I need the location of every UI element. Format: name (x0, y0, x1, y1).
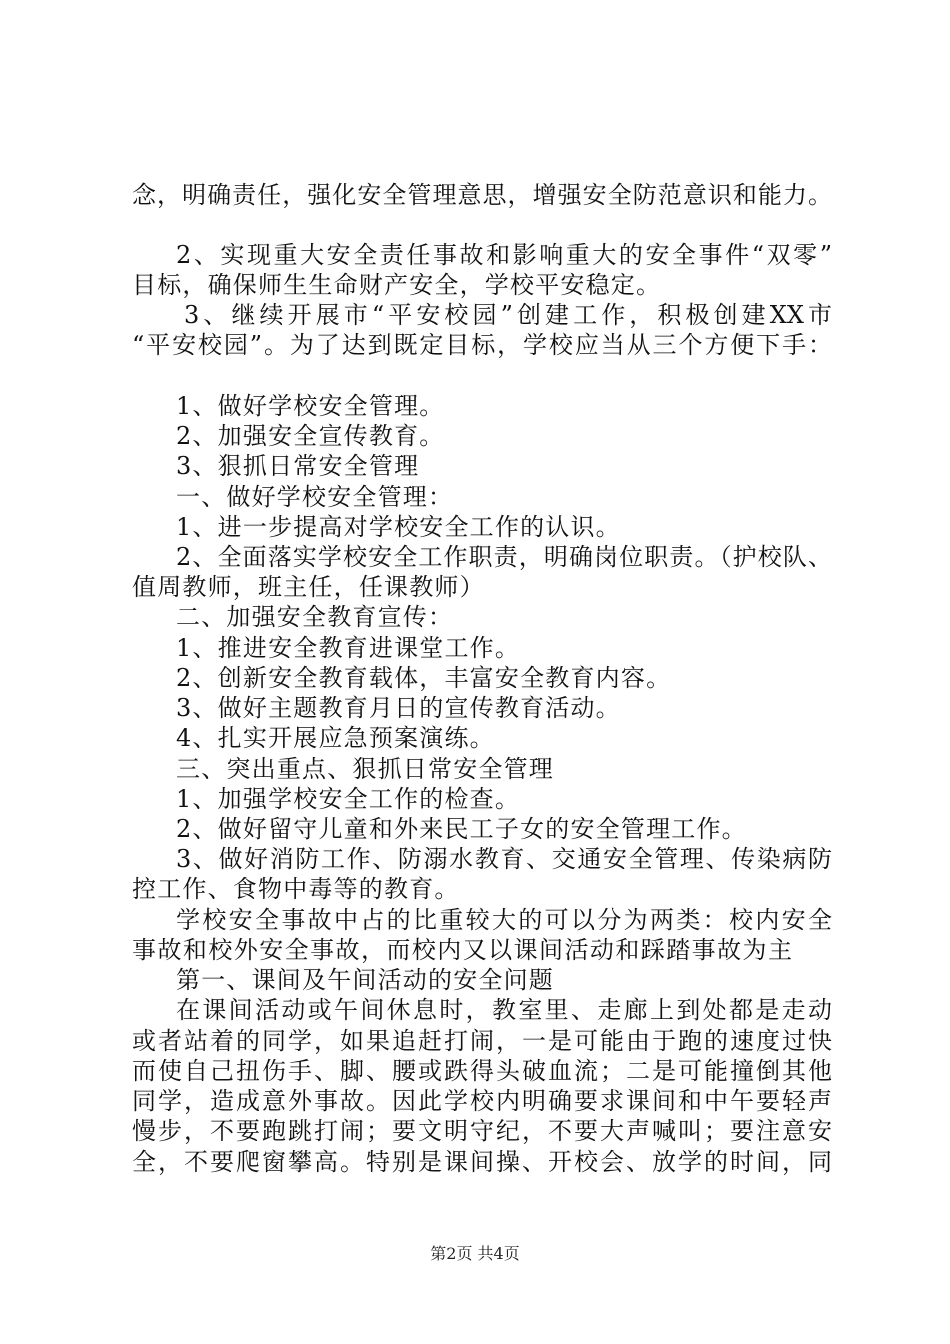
text-line: 值周教师，班主任，任课教师） (132, 573, 485, 601)
section-heading: 二、加强安全教育宣传： (176, 603, 454, 631)
text-line: 事故和校外安全事故，而校内又以课间活动和踩踏事故为主 (132, 936, 792, 964)
text-line: 3、做好消防工作、防溺水教育、交通安全管理、传染病防 (176, 845, 832, 873)
text-line: 1、进一步提高对学校安全工作的认识。 (176, 513, 621, 541)
text-line: 1、推进安全教育进课堂工作。 (176, 634, 521, 662)
section-heading: 一、做好学校安全管理： (176, 483, 454, 511)
text-line: 1、做好学校安全管理。 (176, 392, 445, 420)
text-line: 控工作、食物中毒等的教育。 (132, 875, 460, 903)
text-line: 1、加强学校安全工作的检查。 (176, 785, 521, 813)
page-footer: 第2页 共4页 (430, 1244, 520, 1263)
text-line: 全，不要爬窗攀高。特别是课间操、开校会、放学的时间，同 (132, 1148, 832, 1176)
text-line: 2、加强安全宣传教育。 (176, 422, 445, 450)
section-heading: 第一、课间及午间活动的安全问题 (176, 966, 554, 994)
text-line: 学校安全事故中占的比重较大的可以分为两类：校内安全 (176, 906, 832, 934)
text-line: 2、做好留守儿童和外来民工子女的安全管理工作。 (176, 815, 747, 843)
text-line: 而使自己扭伤手、脚、腰或跌得头破血流；二是可能撞倒其他 (132, 1057, 832, 1085)
text-line: 或者站着的同学，如果追赶打闹，一是可能由于跑的速度过快 (132, 1027, 832, 1055)
text-line: 2、创新安全教育载体，丰富安全教育内容。 (176, 664, 672, 692)
text-line: 在课间活动或午间休息时，教室里、走廊上到处都是走动 (176, 996, 832, 1024)
text-line: 2、实现重大安全责任事故和影响重大的安全事件“双零” (176, 241, 832, 269)
text-line: 目标，确保师生生命财产安全，学校平安稳定。 (132, 271, 662, 299)
text-line: 3、做好主题教育月日的宣传教育活动。 (176, 694, 621, 722)
text-line: 4、扎实开展应急预案演练。 (176, 724, 495, 752)
text-line: 同学，造成意外事故。因此学校内明确要求课间和中午要轻声 (132, 1087, 832, 1115)
text-line: 念，明确责任，强化安全管理意思，增强安全防范意识和能力。 (132, 181, 832, 209)
text-line: 3、继续开展市“平安校园”创建工作，积极创建XX市 (184, 301, 832, 329)
section-heading: 三、突出重点、狠抓日常安全管理 (176, 755, 554, 783)
text-line: 慢步，不要跑跳打闹；要文明守纪，不要大声喊叫；要注意安 (132, 1117, 832, 1145)
text-line: “平安校园”。为了达到既定目标，学校应当从三个方便下手： (132, 331, 832, 359)
text-line: 3、狠抓日常安全管理 (176, 452, 420, 480)
text-line: 2、全面落实学校安全工作职责，明确岗位职责。（护校队、 (176, 543, 832, 571)
